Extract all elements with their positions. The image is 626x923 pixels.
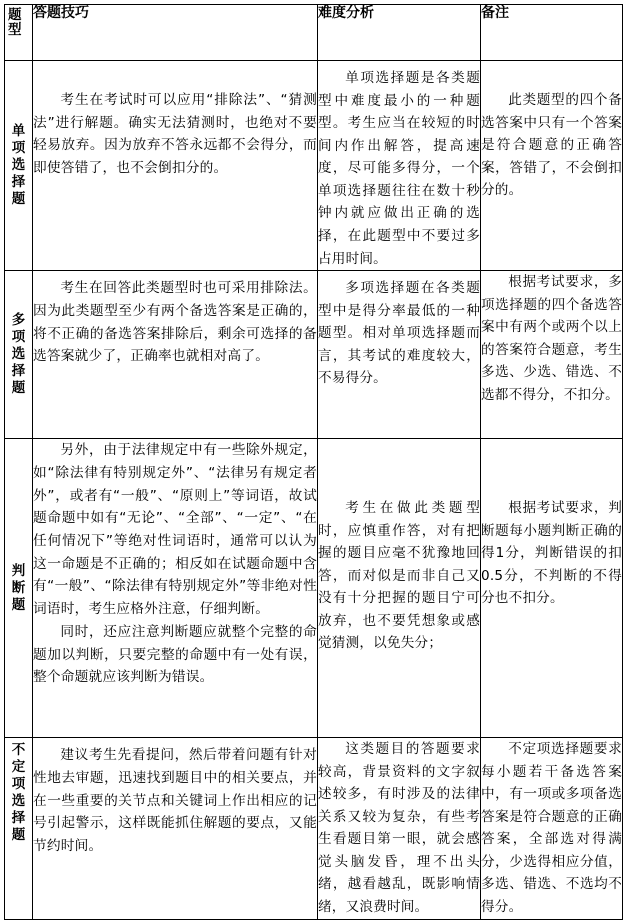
type-char: 不 (11, 742, 26, 759)
type-char: 选 (11, 793, 26, 810)
question-type-table (4, 4, 623, 920)
cell-remark-indefinite-choice (481, 738, 623, 920)
cell-difficulty-single-choice (318, 61, 481, 271)
table-row (5, 271, 623, 439)
type-char: 择 (11, 810, 26, 827)
cell-remark-single-choice (481, 61, 623, 271)
cell-difficulty-true-false (318, 439, 481, 738)
type-char: 多 (11, 312, 26, 329)
cell-skill-single-choice (33, 61, 318, 271)
cell-remark-true-false (481, 439, 623, 738)
paragraph: 多项选择题在各类题型中是得分率最低的一种题型。相对单项选择题而言，其考试的难度较大，不易得分。 (318, 280, 480, 387)
row-type-label-true-false (5, 439, 33, 738)
paragraph: 建议考生先看提问，然后带着问题有针对性地去审题，迅速找到题目中的相关要点，并在一些重要的关节点和关键词上作出相应的记号引起警示，这样既能抓住解题的要点，又能节约时间。 (33, 747, 317, 854)
table-row (5, 439, 623, 738)
paragraph: 这类题目的答题要求较高，背景资料的文字叙述较多，有时涉及的法律关系又较为复杂，有些考生看题目第一眼，就会感觉头脑发昏，理不出头绪，越看越乱，既影响情绪，又浪费时间。 (318, 741, 480, 915)
header-cell-question-type (5, 5, 33, 61)
cell-remark-multiple-choice (481, 271, 623, 439)
type-char: 断 (11, 579, 26, 596)
paragraph: 此类题型的四个备选答案中只有一个答案是符合题意的正确答案，答错了，不会倒扣分的。 (481, 92, 622, 199)
paragraph: 另外，由于法律规定中有一些除外规定，如“除法律有特别规定外”、“法律另有规定者外”，或者有“一般”、“原则上”等词语，故试题命题中如有“无论”、“全部”、“一定”、“在任何情况下”等绝对性词语时，通常可以认为这一命题是不正确的；相反如在试题命题中含有“一般”、“除法律有特别规定外”等非绝对性词语时，考生应格外注意，仔细判断。 (33, 442, 317, 618)
type-char: 单 (11, 123, 26, 140)
type-char: 择 (11, 363, 26, 380)
type-char: 题 (11, 827, 26, 844)
header-question-type-char-1: 题 (8, 7, 22, 23)
type-char: 题 (11, 596, 26, 613)
cell-difficulty-multiple-choice (318, 271, 481, 439)
type-char: 题 (11, 191, 26, 208)
header-question-type-char-2: 型 (8, 22, 22, 39)
paragraph: 考生在回答此类题型时也可采用排除法。因为此类题型至少有两个备选答案是正确的，将不正确的备选答案排除后，剩余可选择的备选答案就少了，正确率也就相对高了。 (33, 280, 317, 365)
type-char: 项 (11, 140, 26, 157)
row-type-label-multiple-choice (5, 271, 33, 439)
header-cell-answer-skills: 答题技巧 (33, 5, 318, 61)
type-char: 题 (11, 380, 26, 397)
cell-skill-indefinite-choice (33, 738, 318, 920)
paragraph: 不定项选择题要求每小题若干备选答案中，有一项或多项备选答案是符合题意的正确答案，全部选对得满分，少选得相应分值，多选、错选、不选均不得分。 (481, 741, 622, 915)
type-char: 定 (11, 759, 26, 776)
row-type-label-single-choice (5, 61, 33, 271)
cell-skill-true-false (33, 439, 318, 738)
type-char: 项 (11, 776, 26, 793)
paragraph: 根据考试要求，判断题每小题判断正确的得1分，判断错误的扣0.5分，不判断的不得分也不扣分。 (481, 500, 622, 607)
type-char: 择 (11, 174, 26, 191)
table-row (5, 738, 623, 920)
paragraph: 考生在考试时可以应用“排除法”、“猜测法”进行解题。确实无法猜测时，也绝对不要轻易放弃。因为放弃不答永远都不会得分，而即使答错了，也不会倒扣分的。 (33, 92, 317, 177)
type-char: 判 (11, 562, 26, 579)
cell-difficulty-indefinite-choice (318, 738, 481, 920)
paragraph: 单项选择题是各类题型中难度最小的一种题型。考生应当在较短的时间内作出解答，提高速度，尽可能多得分，一个单项选择题往往在数十秒钟内就应做出正确的选择，在此题型中不要过多占用时间。 (318, 70, 480, 267)
paragraph: 同时，还应注意判断题应就整个完整的命题加以判断，只要完整的命题中有一处有误，整个命题就应该判断为错误。 (33, 623, 317, 686)
paragraph: 根据考试要求，多项选择题的四个备选答案中有两个或两个以上的答案符合题意，考生多选、少选、错选、不选都不得分，不扣分。 (481, 274, 622, 403)
row-type-label-indefinite-choice (5, 738, 33, 920)
type-char: 项 (11, 329, 26, 346)
header-cell-remarks: 备注 (481, 5, 623, 61)
type-char: 选 (11, 346, 26, 363)
cell-skill-multiple-choice (33, 271, 318, 439)
table-header-row (5, 5, 623, 61)
type-char: 选 (11, 157, 26, 174)
paragraph: 考生在做此类题型时，应慎重作答，对有把握的题目应毫不犹豫地回答，而对似是而非自己又没有十分把握的题目宁可放弃，也不要凭想象或感觉猜测，以免失分； (318, 500, 480, 652)
header-cell-difficulty-analysis: 难度分析 (318, 5, 481, 61)
table-row (5, 61, 623, 271)
